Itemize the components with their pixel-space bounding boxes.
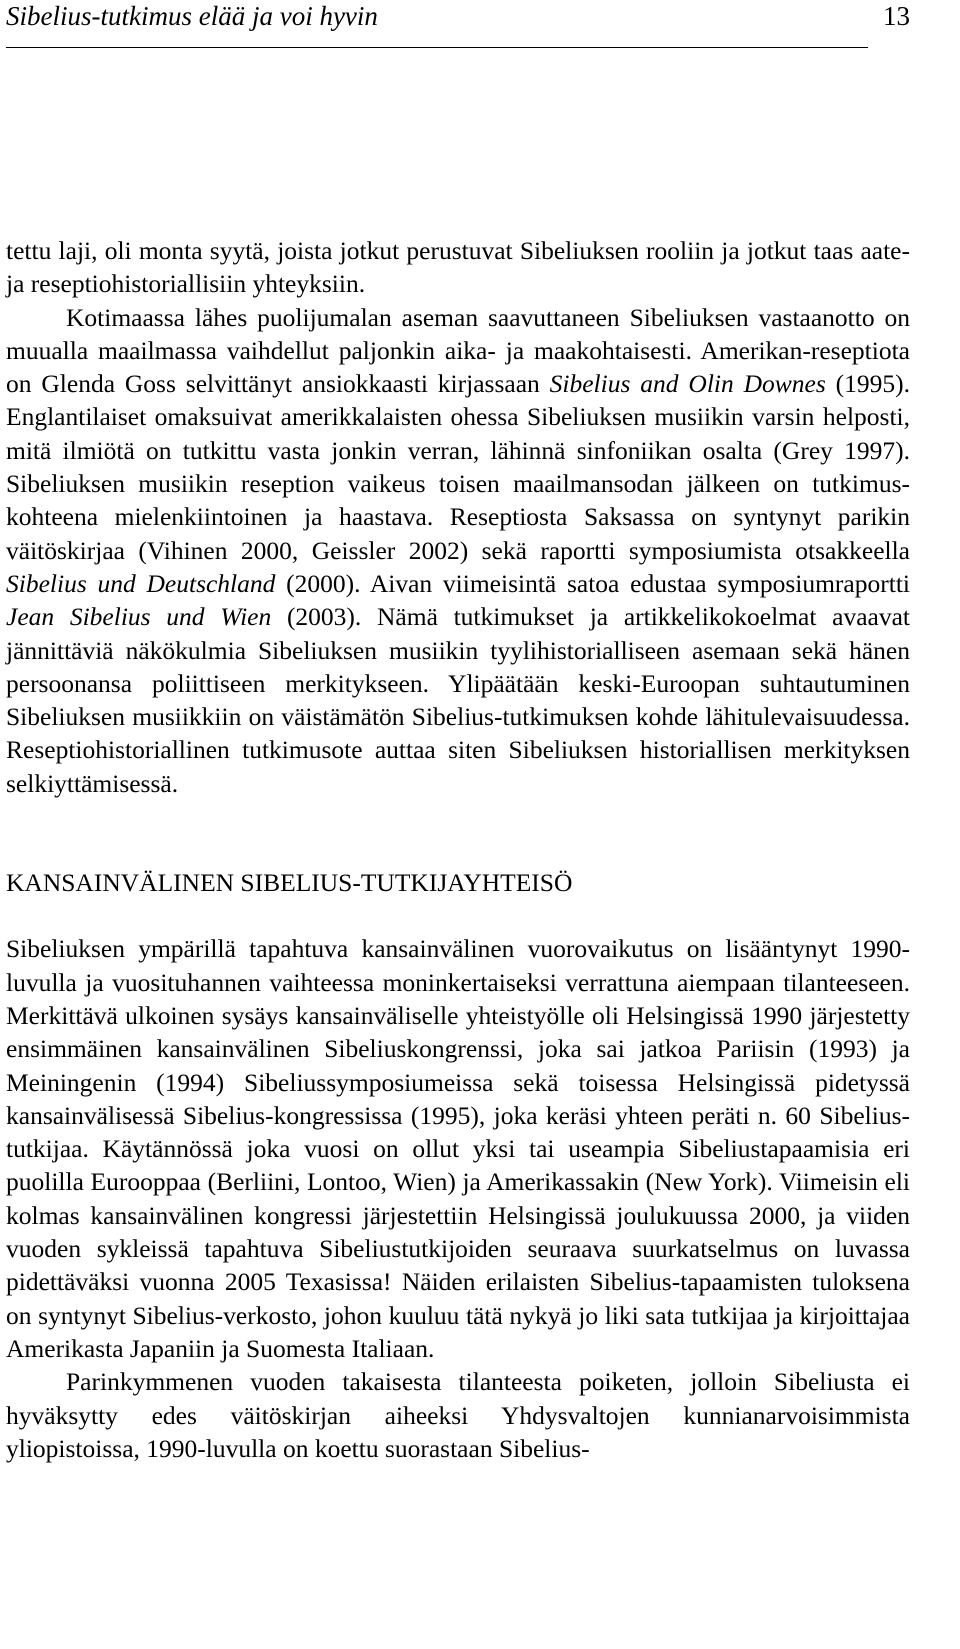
paragraph-text: (1995). Englantilaiset omaksuivat amerikkalaisten ohessa Sibeliuksen musiikin varsin helposti, mitä ilmiötä on tutkittu vasta jonkin verran, lähinnä sinfoniikan osalta (Grey 1997). Sibeliuksen musiikin reseption vaikeus toisen maailmansodan jälkeen on tutkimuskohteena mielenkiintoinen ja haastava. Reseptiosta Saksassa on syntynyt parikin väitöskirjaa (Vihinen 2000, Geissler 2002) sekä raportti symposiumista otsakkeella	[6, 369, 911, 565]
paragraph-text: tettu laji, oli monta syytä, joista jotkut perustuvat Sibeliuksen rooliin ja jotkut taas aate- ja reseptiohistoriallisiin yhteyksiin.	[6, 236, 910, 299]
page-number: 13	[883, 1, 910, 31]
header-rule	[6, 47, 868, 48]
paragraph-text: Sibeliuksen ympärillä tapahtuva kansainvälinen vuorovaikutus on lisääntynyt 1990-luvulla ja vuosituhannen vaihteessa moninkertaiseksi verrattuna aiempaan tilanteeseen. Merkittävä ulkoinen sysäys kansainväliselle yhteistyölle oli Helsingissä 1990 järjestetty ensimmäinen kansainvälinen Sibeliuskongrenssi, joka sai jatkoa Pariisin (1993) ja Meiningenin (1994) Sibeliussymposiumeissa sekä toisessa Helsingissä pidetyssä kansainvälisessä Sibelius-kongressissa (1995), joka keräsi yhteen peräti n. 60 Sibeliustutkijaa. Käytännössä joka vuosi on ollut yksi tai useampia Sibeliustapaamisia eri puolilla Eurooppaa (Berliini, Lontoo, Wien) ja Amerikassakin (New York). Viimeisin eli kolmas kansainvälinen kongressi järjestettiin Helsingissä joulukuussa 2000, ja viiden vuoden sykleissä tapahtuva Sibeliustutkijoiden seuraava suurkatselmus on luvassa pidettäväksi vuonna 2005 Texasissa! Näiden erilaisten Sibelius-tapaamisten tuloksena on syntynyt Sibelius-verkosto, johon kuuluu tätä nykyä jo liki sata tutkijaa ja kirjoittajaa Amerikasta Japaniin ja Suomesta Italiaan.	[6, 934, 910, 1363]
paragraph-text: (2003). Nämä tutkimukset ja artikkelikokoelmat avaavat jännittäviä näkökulmia Sibeliuksen musiikin tyylihistorialliseen asemaan sekä hänen persoonansa poliittiseen merkitykseen. Ylipäätään keski-Euroopan suhtautuminen Sibeliuksen musiikkiin on väistämätön Sibelius-tutkimuksen kohde lähitulevaisuudessa. Reseptiohistoriallinen tutkimusote auttaa siten Sibeliuksen historiallisen merkityksen selkiyttämisessä.	[6, 602, 910, 798]
body-text	[6, 234, 910, 1465]
book-title: Jean Sibelius und Wien	[6, 602, 272, 632]
book-title: Sibelius and Olin Downes	[549, 369, 826, 399]
paragraph-dissertations	[6, 1365, 910, 1465]
paragraph-text: Kotimaassa lähes puolijumalan aseman saavuttaneen Sibeliuksen vastaanotto on muualla maailmassa vaihdellut paljonkin aika- ja maakohtaisesti. Amerikan-reseptiota on Glenda Goss selvittänyt ansiokkaasti kirjassaan	[6, 302, 910, 399]
section-heading: KANSAINVÄLINEN SIBELIUS-TUTKIJAYHTEISÖ	[6, 868, 573, 898]
book-title: Sibelius und Deutschland	[6, 568, 276, 598]
paragraph-community	[6, 932, 910, 1365]
running-header	[6, 0, 910, 34]
paragraph-continuation	[6, 234, 910, 301]
paragraph-text: (2000). Aivan viimeisintä satoa edustaa symposiumraportti	[275, 568, 910, 598]
running-title: Sibelius-tutkimus elää ja voi hyvin	[6, 1, 378, 31]
paragraph-reception	[6, 301, 910, 800]
paragraph-text: Parinkymmenen vuoden takaisesta tilanteesta poiketen, jolloin Sibeliusta ei hyväksytty edes väitöskirjan aiheeksi Yhdysvaltojen kunnianarvoisimmista yliopistoissa, 1990-luvulla on koettu suorastaan Sibelius-	[6, 1367, 910, 1463]
